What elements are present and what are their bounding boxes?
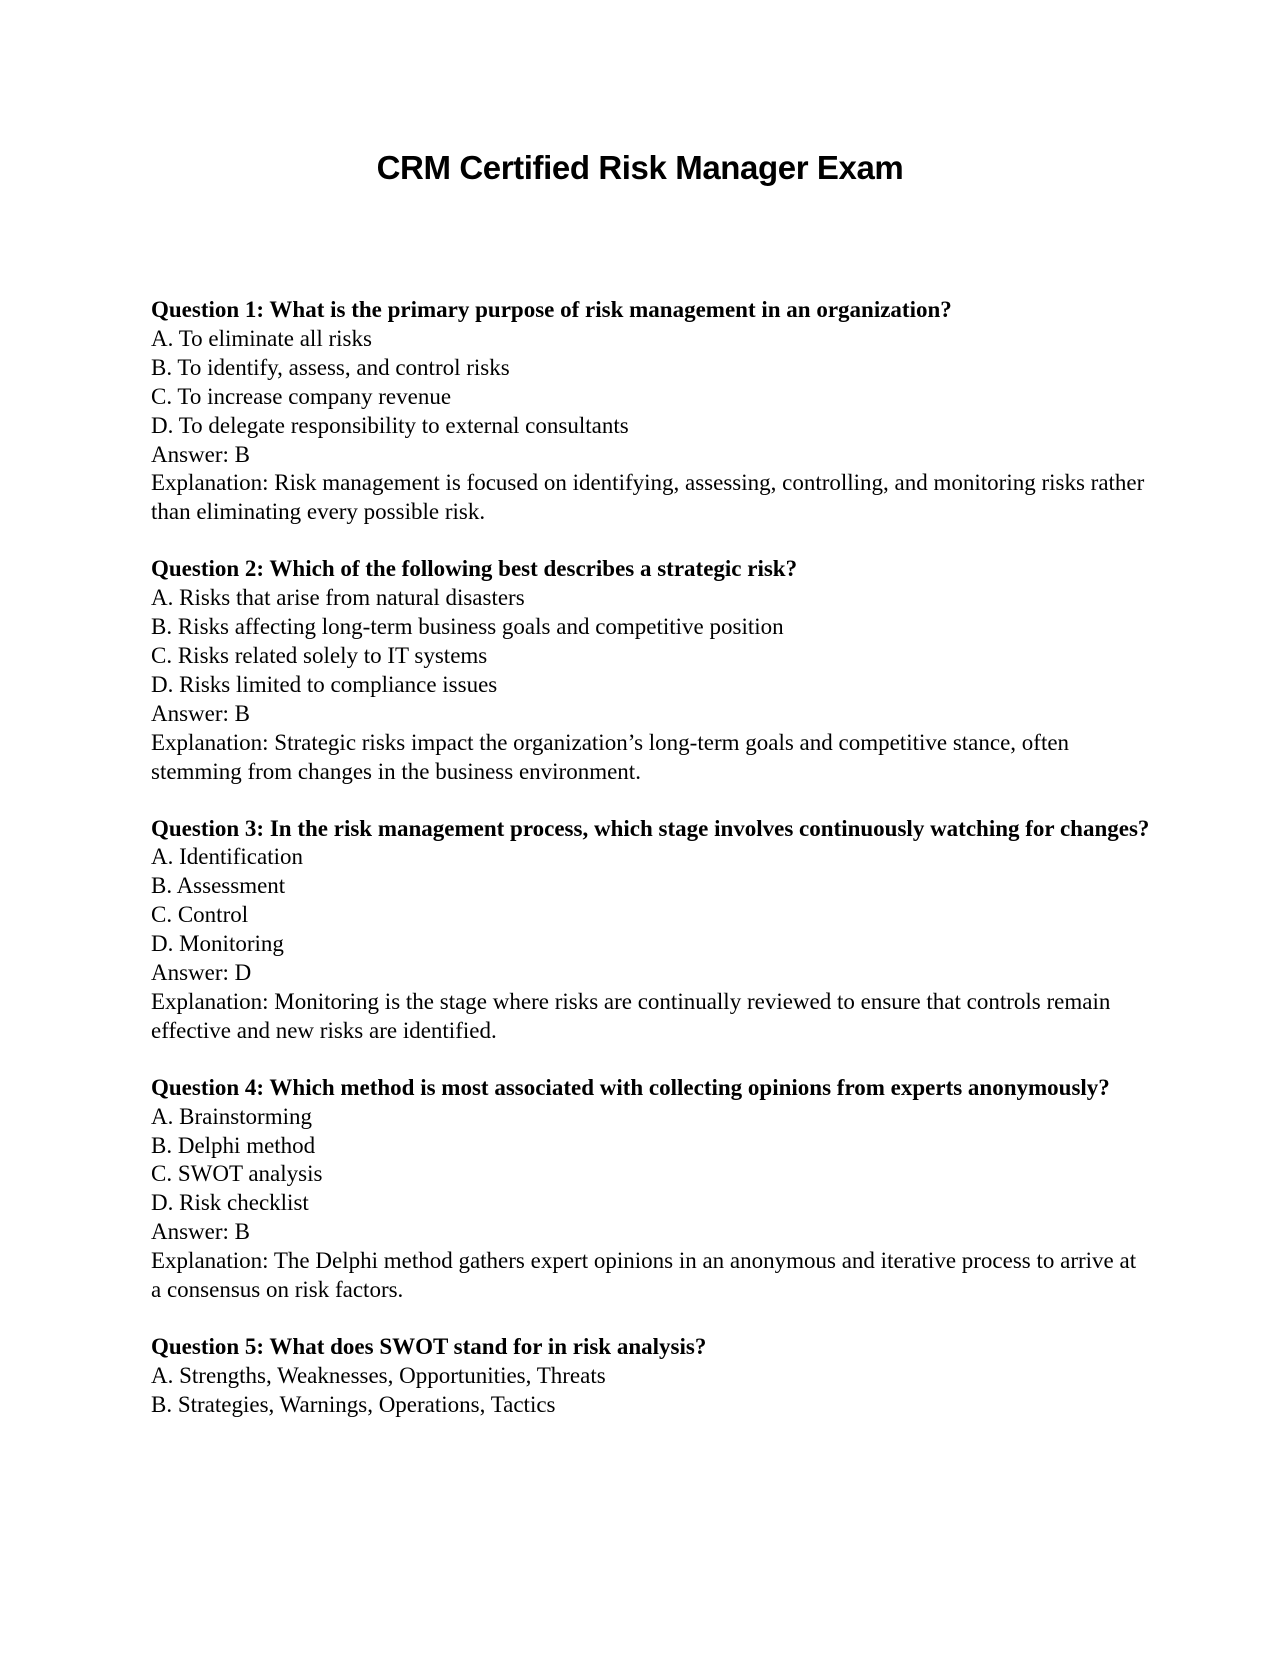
- question-text: Question 5: What does SWOT stand for in risk analysis?: [151, 1334, 707, 1359]
- answer-line: Answer: B: [151, 700, 251, 726]
- question-block-3: [151, 815, 1151, 1046]
- explanation-text: Explanation: Monitoring is the stage where risks are continually reviewed to ensure that controls remain effective and new risks are identified.: [151, 988, 1111, 1043]
- question-text: Question 1: What is the primary purpose of risk management in an organization?: [151, 297, 952, 322]
- option-c: C. To increase company revenue: [151, 383, 452, 409]
- question-block-4: [151, 1074, 1151, 1305]
- option-b: B. To identify, assess, and control risks: [151, 354, 510, 380]
- question-block-2: [151, 555, 1151, 786]
- question-block-1: [151, 296, 1151, 527]
- option-c: C. SWOT analysis: [151, 1161, 323, 1187]
- option-a: A. Risks that arise from natural disasters: [151, 585, 525, 611]
- option-c: C. Risks related solely to IT systems: [151, 642, 488, 668]
- option-d: D. Risk checklist: [151, 1190, 309, 1216]
- option-d: D. To delegate responsibility to external consultants: [151, 412, 629, 438]
- option-b: B. Strategies, Warnings, Operations, Tactics: [151, 1391, 556, 1417]
- option-a: A. Identification: [151, 844, 304, 870]
- option-b: B. Assessment: [151, 873, 286, 899]
- question-text: Question 4: Which method is most associated with collecting opinions from experts anonymously?: [151, 1074, 1110, 1100]
- question-text: Question 2: Which of the following best describes a strategic risk?: [151, 556, 798, 582]
- explanation-text: Explanation: The Delphi method gathers expert opinions in an anonymous and iterative process to arrive at a consensus on risk factors.: [151, 1248, 1137, 1303]
- answer-line: Answer: D: [151, 960, 252, 986]
- answer-line: Answer: B: [151, 441, 251, 467]
- option-b: B. Delphi method: [151, 1132, 316, 1158]
- option-d: D. Monitoring: [151, 931, 284, 957]
- option-a: A. Strengths, Weaknesses, Opportunities, Threats: [151, 1362, 606, 1388]
- question-list: [151, 296, 1151, 1448]
- option-a: A. To eliminate all risks: [151, 325, 372, 351]
- option-a: A. Brainstorming: [151, 1103, 312, 1129]
- page-title: CRM Certified Risk Manager Exam: [376, 149, 904, 186]
- option-b: B. Risks affecting long-term business goals and competitive position: [151, 614, 784, 640]
- option-c: C. Control: [151, 902, 249, 928]
- explanation-text: Explanation: Risk management is focused on identifying, assessing, controlling, and monitoring risks rather than eliminating every possible risk.: [151, 470, 1145, 525]
- option-d: D. Risks limited to compliance issues: [151, 671, 498, 697]
- question-text: Question 3: In the risk management process, which stage involves continuously watching for changes?: [151, 815, 1150, 841]
- answer-line: Answer: B: [151, 1219, 251, 1245]
- explanation-text: Explanation: Strategic risks impact the organization’s long-term goals and competitive stance, often stemming from changes in the business environment.: [151, 729, 1070, 784]
- question-block-5: [151, 1333, 1151, 1420]
